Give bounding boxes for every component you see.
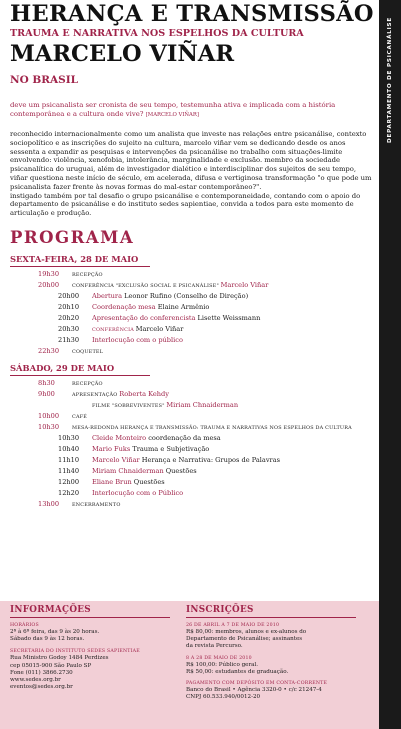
schedule-text: COQUETEL (72, 348, 104, 355)
schedule-description (92, 313, 260, 324)
price-line: R$ 50,00: estudantes de graduação. (186, 668, 289, 675)
schedule-text: MESA-REDONDA HERANÇA E TRANSMISSÃO: TRAUMA E NARRATIVAS NOS ESPELHOS DA CULTURA (72, 424, 352, 431)
schedule (10, 253, 374, 510)
secretaria-label: SECRETARIA DO INSTITUTO SEDES SAPIENTIAE (10, 649, 140, 655)
main-content (10, 2, 374, 510)
payment-line: CNPJ 60.533.940/0012-20 (186, 694, 261, 701)
event-location: NO BRASIL (10, 74, 79, 86)
address-line: Fone (011) 3866.2730 (10, 669, 73, 676)
schedule-text: Elaine Armênio (157, 302, 210, 311)
info-heading: INFORMAÇÕES (10, 605, 91, 615)
schedule-text: Eliane Brun (92, 477, 134, 486)
schedule-text: Cleide Monteiro (92, 433, 149, 442)
schedule-text: coordenação da mesa (148, 433, 221, 442)
schedule-description (72, 499, 121, 511)
price-line: R$ 80,00: membros, alunos e ex-alunos do (186, 629, 307, 635)
quote-author: [MARCELO VIÑAR] (145, 112, 199, 118)
price-line: R$ 100,00: Público geral. (186, 661, 259, 668)
schedule-text: Miriam Chnaiderman (166, 400, 239, 409)
schedule-row (10, 389, 374, 400)
schedule-description (92, 335, 183, 346)
schedule-description (72, 346, 103, 358)
schedule-row (10, 269, 374, 280)
event-subtitle: TRAUMA E NARRATIVA NOS ESPELHOS DA CULTURA (10, 28, 304, 39)
schedule-text: Leonor Rufino (Conselho de Direção) (124, 291, 249, 300)
schedule-text: CONFERÊNCIA (92, 326, 136, 333)
address-line: eventos@sedes.org.br (10, 684, 73, 691)
schedule-row (10, 466, 374, 477)
payment-line: Banco do Brasil • Agência 3320-0 • c/c 21247-4 (186, 687, 322, 694)
schedule-row (10, 313, 374, 324)
schedule-row (10, 291, 374, 302)
schedule-row (10, 324, 374, 335)
address-line: Rua Ministro Godoy 1484 Perdizes (10, 655, 109, 662)
address-line: www.sedes.org.br (10, 677, 61, 684)
programa-heading: PROGRAMA (10, 227, 135, 247)
period2-label: 8 A 28 DE MAIO DE 2010 (186, 655, 252, 661)
schedule-row (10, 444, 374, 455)
schedule-time: 11h10 (58, 455, 80, 464)
schedule-text: Interlocução com o Público (92, 488, 184, 497)
schedule-text: RECEPÇÃO (72, 380, 103, 387)
schedule-time: 20h20 (58, 313, 80, 322)
schedule-row (10, 280, 374, 291)
schedule-text: CAFÉ (72, 413, 88, 420)
info-column (10, 605, 170, 691)
schedule-row (10, 433, 374, 444)
schedule-text: Mario Fuks (92, 444, 133, 453)
period1-label: 26 DE ABRIL A 7 DE MAIO DE 2010 (186, 623, 280, 628)
schedule-text: CONFERÊNCIA "EXCLUSÃO SOCIAL E PSICANÁLISE" (72, 282, 221, 289)
horarios-line-1: 2ª à 6ª feira, das 9 às 20 horas. (10, 629, 100, 635)
schedule-time: 10h30 (38, 422, 60, 431)
schedule-time: 20h10 (58, 302, 80, 311)
footer (0, 601, 379, 729)
schedule-text: Trauma e Subjetivação (132, 444, 210, 453)
address-line: cep 05015-900 São Paulo SP (10, 662, 92, 669)
schedule-description (92, 291, 248, 302)
schedule-time: 10h30 (58, 433, 80, 442)
period1-prices (186, 629, 356, 651)
schedule-row (10, 488, 374, 499)
payment-label: PAGAMENTO COM DEPÓSITO EM CONTA-CORRENTE (186, 681, 328, 687)
schedule-time: 19h30 (38, 269, 60, 278)
schedule-time: 8h30 (38, 378, 55, 387)
schedule-text: Coordenação mesa (92, 302, 158, 311)
schedule-time: 9h00 (38, 389, 55, 398)
schedule-row (10, 302, 374, 313)
schedule-row (10, 335, 374, 346)
inscricoes-column (186, 605, 356, 701)
price-line: Departamento de Psicanálise; assinantes (186, 636, 303, 643)
price-line: da revista Percurso. (186, 643, 243, 650)
schedule-time: 22h30 (38, 346, 60, 355)
schedule-text: Questões (165, 466, 197, 475)
schedule-description (92, 488, 183, 499)
schedule-row (10, 499, 374, 510)
schedule-text: ENCERRAMENTO (72, 501, 121, 508)
schedule-description (92, 466, 197, 477)
description-text-1: reconhecido internacionalmente como um analista que investe nas relações entre psicanálise, contexto sociopolítico e as inscrições do sujeito na cultura, marcelo viñar vem se dedicando desde os anos sessenta a expandir as pesquisas e intervenções da psicanálise no trabalho com situações-limite envolvendo: violência, xenofobia, intolerância, marginalidade e exclusão. membro da sociedade psicanalítica do uruguai, além de investigador dialético e interdisciplinar dos sujeitos de seu tempo, viñar questiona neste início de século, em acelerada, difusa e vertiginosa transformação "o que pode um psicanalista fazer frente às novas formas do mal-estar contemporâneo?". (10, 130, 372, 191)
schedule-text: Questões (133, 477, 165, 486)
quote (10, 101, 374, 120)
schedule-text: APRESENTAÇÃO (72, 391, 120, 398)
schedule-row (10, 411, 374, 422)
schedule-time: 12h20 (58, 488, 80, 497)
day-heading: SEXTA-FEIRA, 28 DE MAIO (10, 253, 139, 264)
schedule-time: 21h30 (58, 335, 80, 344)
schedule-time: 10h40 (58, 444, 80, 453)
schedule-time: 20h00 (58, 291, 80, 300)
schedule-description (92, 477, 165, 488)
side-label: DEPARTAMENTO DE PSICANÁLISE (387, 17, 393, 143)
schedule-description (92, 433, 221, 444)
quote-text: deve um psicanalista ser cronista de seu tempo, testemunha ativa e implicada com a história contemporânea e a cultura onde vive? (10, 101, 336, 118)
schedule-row (10, 477, 374, 488)
inscricoes-heading: INSCRIÇÕES (186, 605, 254, 615)
day-heading: SÁBADO, 29 DE MAIO (10, 362, 115, 373)
description-paragraph (10, 130, 374, 218)
payment-details (186, 687, 356, 701)
schedule-description (92, 444, 209, 455)
schedule-text: Interlocução com o público (92, 335, 183, 344)
schedule-text: Abertura (92, 291, 125, 300)
schedule-row (10, 346, 374, 357)
address-block (10, 655, 170, 691)
schedule-text: Marcelo Viñar (92, 455, 142, 464)
period2-prices (186, 662, 356, 676)
horarios-label: HORÁRIOS (10, 623, 39, 628)
side-bar (379, 0, 401, 729)
schedule-row (10, 455, 374, 466)
schedule-time: 20h30 (58, 324, 80, 333)
schedule-description (92, 302, 209, 313)
schedule-time: 13h00 (38, 499, 60, 508)
schedule-text: Miriam Chnaiderman (92, 466, 166, 475)
schedule-text: Lisette Weissmann (197, 313, 261, 322)
horarios-line-2: Sábado das 9 às 12 horas. (10, 636, 85, 643)
event-title: HERANÇA E TRANSMISSÃO (10, 1, 374, 27)
schedule-time: 20h00 (38, 280, 60, 289)
schedule-description (92, 455, 280, 466)
schedule-row (10, 422, 374, 433)
schedule-time: 10h00 (38, 411, 60, 420)
schedule-text: RECEPÇÃO (72, 271, 103, 278)
speaker-name: MARCELO VIÑAR (10, 41, 235, 67)
schedule-time: 11h40 (58, 466, 80, 475)
schedule-text: Herança e Narrativa: Grupos de Palavras (141, 455, 281, 464)
schedule-row (10, 400, 374, 411)
schedule-text: Roberta Kehdy (119, 389, 169, 398)
schedule-text: Marcelo Viñar (220, 280, 269, 289)
day-rule (10, 375, 150, 376)
day-rule (10, 266, 150, 267)
description-text-2: instigado também por tal desafio o grupo psicanálise e contemporaneidade, contando com o apoio do departamento de psicanálise e do instituto sedes sapientiae, convida a todos para este momento de articulação e produção. (10, 191, 361, 218)
schedule-text: Apresentação do conferencista (92, 313, 198, 322)
schedule-text: FILME "SOBREVIVENTES" (92, 402, 167, 409)
schedule-text: Marcelo Viñar (135, 324, 184, 333)
schedule-row (10, 378, 374, 389)
schedule-time: 12h00 (58, 477, 80, 486)
